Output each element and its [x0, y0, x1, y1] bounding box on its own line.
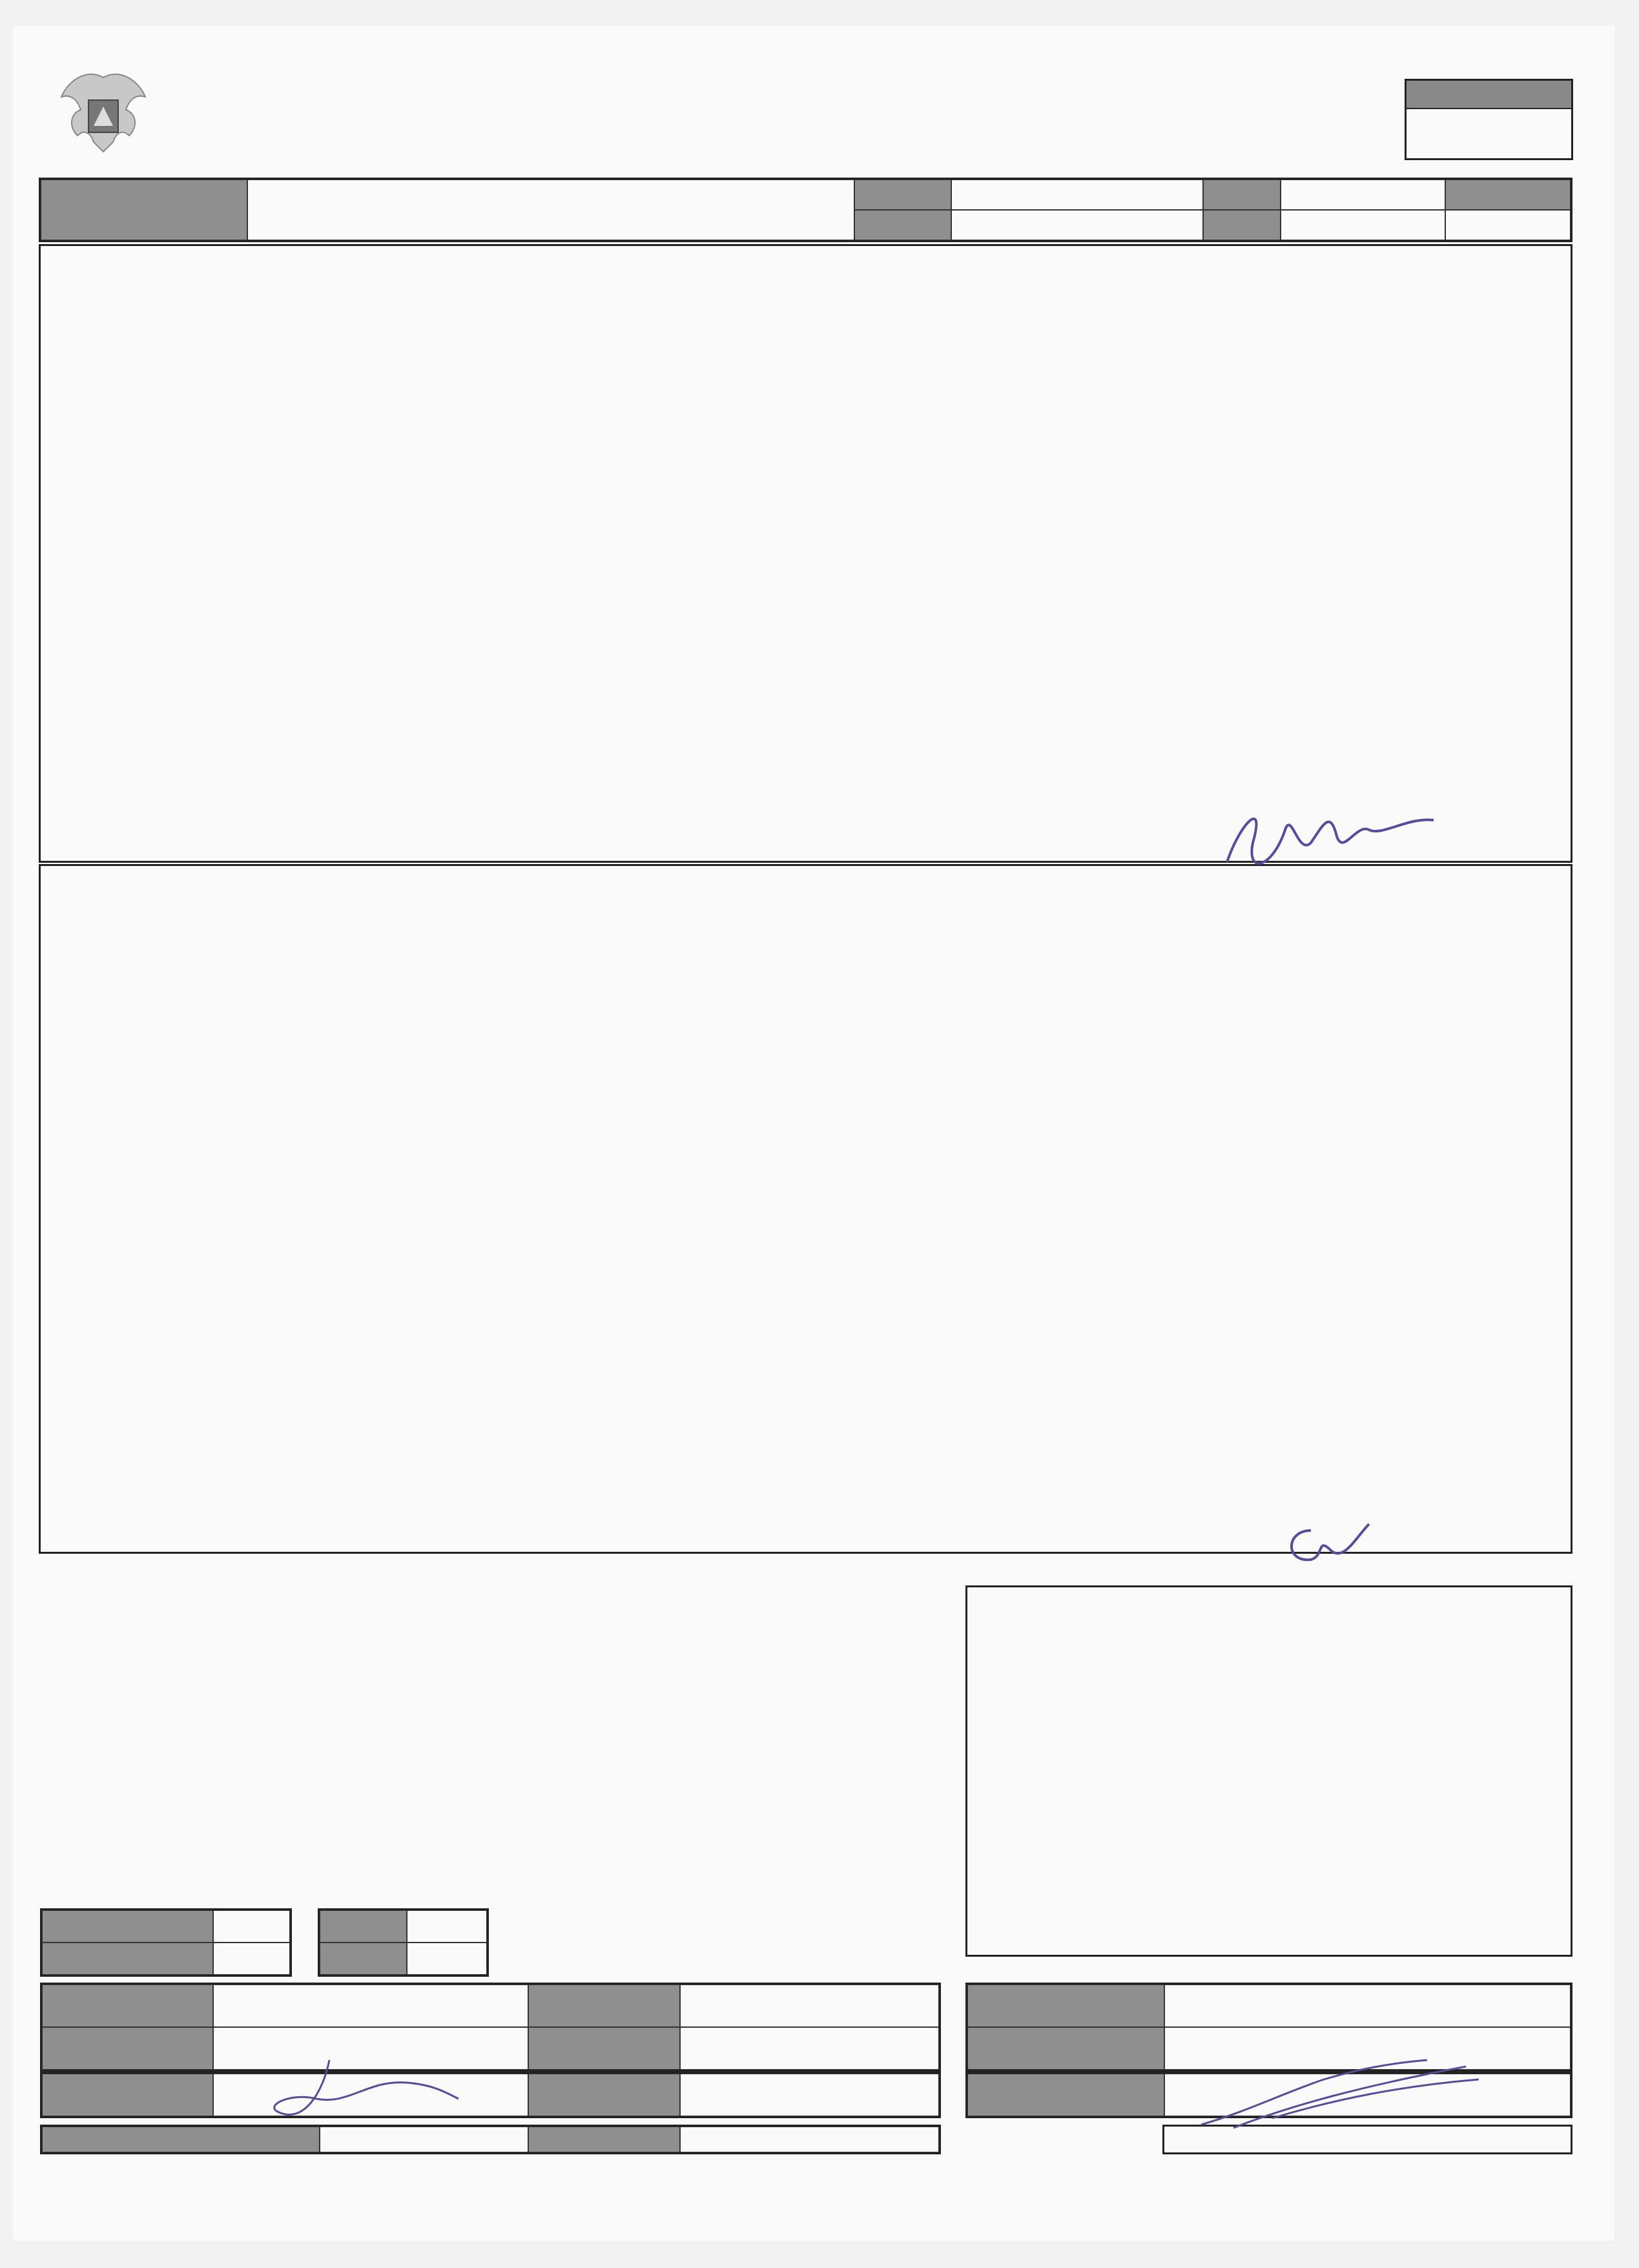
arena-value	[951, 210, 1203, 240]
main-referee-2-label	[42, 2027, 213, 2070]
sign-label	[528, 2127, 680, 2152]
competition-label	[41, 180, 247, 240]
sign-field	[680, 2127, 939, 2152]
chief-referee-box	[40, 2125, 941, 2154]
handwritten-signature-b	[1279, 1511, 1382, 1569]
competition-value	[247, 180, 854, 240]
referees-box	[965, 1585, 1572, 1957]
signature-main2-field	[680, 2074, 939, 2116]
match-time-box	[40, 1908, 292, 1977]
line-referee-1	[680, 1984, 939, 2027]
timeout-box	[318, 1908, 489, 1977]
spectators-label	[1445, 180, 1571, 210]
handwritten-signature-main-referee	[252, 2054, 465, 2131]
eagle-emblem-icon	[48, 65, 158, 161]
signature-secretary-label	[967, 2074, 1164, 2116]
time-label	[1203, 210, 1281, 240]
signature-main2-label	[528, 2074, 680, 2116]
main-referees-box	[40, 1983, 941, 2072]
start-value	[213, 1910, 290, 1943]
line-referee-1-label	[528, 1984, 680, 2027]
handwritten-signature-secretary	[1195, 2054, 1492, 2138]
line-referee-2-label	[528, 2027, 680, 2070]
date-value	[1281, 180, 1445, 210]
arena-label	[854, 210, 951, 240]
timeout-a-label	[320, 1910, 407, 1943]
end-label	[42, 1943, 213, 1975]
start-label	[42, 1910, 213, 1943]
line-referee-2	[680, 2027, 939, 2070]
signature-main-label	[42, 2074, 213, 2116]
time-value	[1281, 210, 1445, 240]
city-label	[854, 180, 951, 210]
team-a-section	[39, 244, 1572, 863]
statistician	[1164, 1984, 1571, 2027]
timeout-a-value	[407, 1910, 487, 1943]
statistician-label	[967, 1984, 1164, 2027]
team-b-section	[39, 864, 1572, 1554]
date-label	[1203, 180, 1281, 210]
timeout-b-label	[320, 1943, 407, 1975]
match-number-box	[1405, 79, 1573, 160]
info-bar	[39, 178, 1572, 242]
timeout-b-value	[407, 1943, 487, 1975]
city-value	[951, 180, 1203, 210]
match-number-label	[1407, 81, 1571, 109]
end-value	[213, 1943, 290, 1975]
signature-main-box	[40, 2072, 941, 2118]
handwritten-signature-a	[1214, 785, 1447, 901]
secretary-label	[967, 2027, 1164, 2070]
spectators-value	[1445, 210, 1571, 240]
main-referee-1-label	[42, 1984, 213, 2027]
main-referee-1	[213, 1984, 528, 2027]
